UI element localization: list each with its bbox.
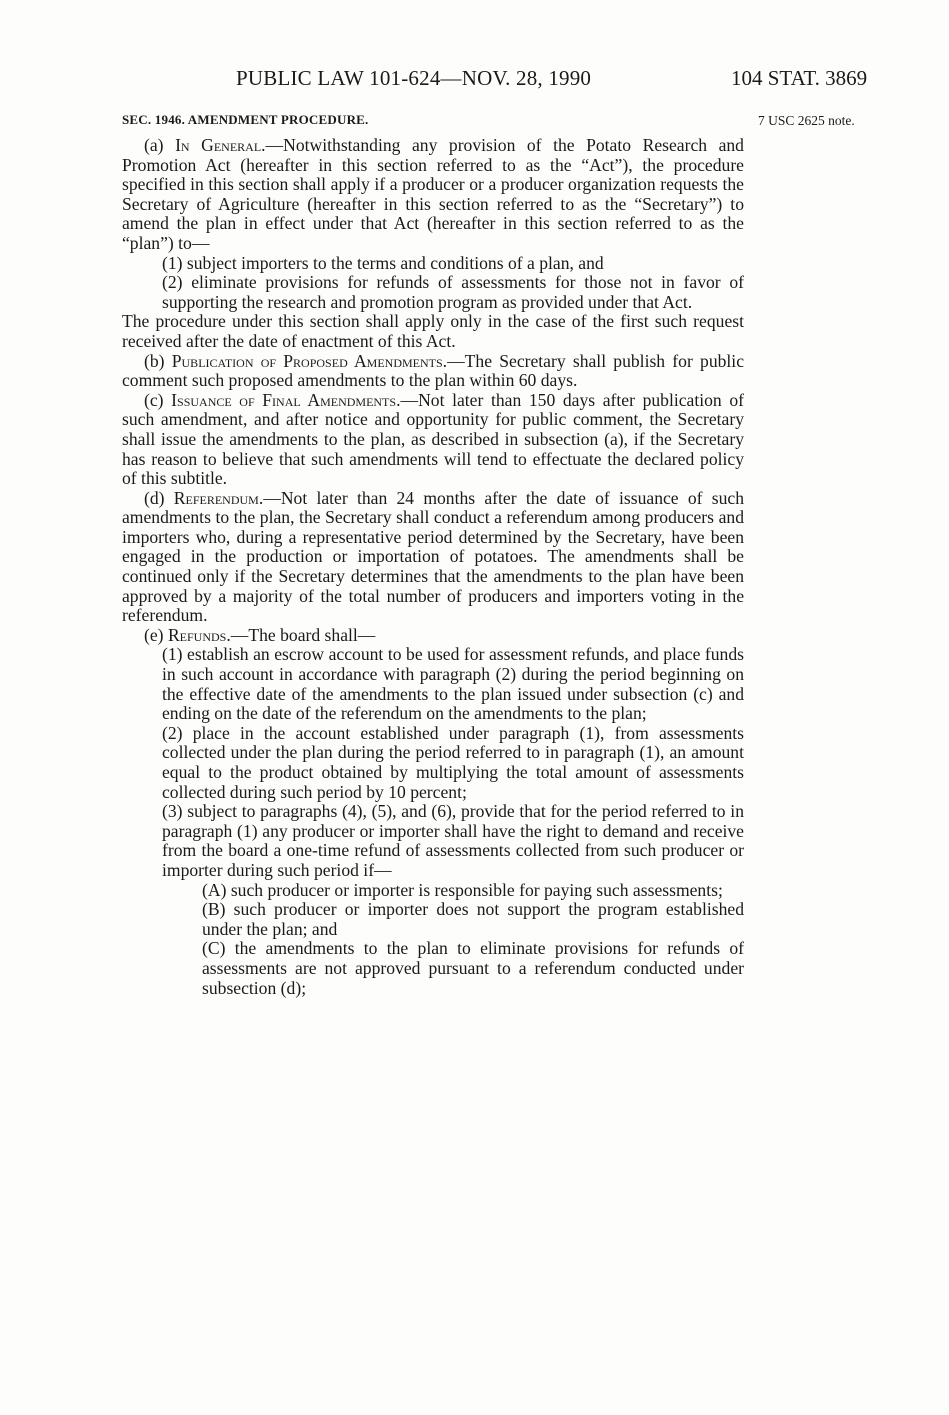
subsection-c-heading: Issuance of Final Amendments [171, 389, 397, 410]
subsection-c [122, 391, 744, 489]
paragraph-e1: (1) establish an escrow account to be used for assessment refunds, and place funds in such account in accordance with paragraph (2) during the period beginning on the effective date of the amendments to the plan issued under subsection (c) and ending on the date of the referendum on the amendments to the plan; [162, 644, 744, 724]
subsection-d-heading: Referendum [173, 487, 259, 508]
subsection-e-label: (e) [144, 624, 168, 645]
subsection-d-text: .—Not later than 24 months after the date of issuance of such amendments to the plan, the Secretary shall conduct a referendum among producers and importers who, during a representative period determined by the Secretary, have been engaged in the production or importation of potatoes. The amendments shall be continued only if the Secretary determines that the amendments to the plan have been approved by a majority of the total number of producers and importers voting in the referendum. [122, 487, 744, 626]
subsection-e [122, 626, 744, 646]
subparagraph-e3B: (B) such producer or importer does not support the program established under the plan; and [202, 899, 744, 939]
subsection-a [122, 136, 744, 254]
subsection-c-label: (c) [144, 389, 172, 410]
subsection-e-text: .—The board shall— [226, 624, 376, 645]
subsection-c-text: .—Not later than 150 days after publication of such amendment, and after notice and opportunity for public comment, the Secretary shall issue the amendments to the plan, as described in subsection (a), if the Secretary has reason to believe that such amendments will tend to effectuate the declared policy of this subtitle. [122, 389, 744, 489]
margin-note: 7 USC 2625 note. [758, 113, 855, 128]
subsection-a-text: .—Notwithstanding any provision of the Potato Research and Promotion Act (hereafter in this section referred to as the “Act”), the procedure specified in this section shall apply if a producer or a producer organization requests the Secretary of Agriculture (hereafter in this section referred to as the “Secretary”) to amend the plan in effect under that Act (hereafter in this section referred to as the “plan”) to— [122, 135, 744, 253]
subsection-e-heading: Refunds [167, 624, 227, 645]
subsection-b [122, 352, 744, 391]
subparagraph-e3A: (A) such producer or importer is responsible for paying such assessments; [202, 879, 723, 900]
subparagraph-e3C: (C) the amendments to the plan to eliminate provisions for refunds of assessments are not approved pursuant to a referendum conducted under subsection (d); [202, 938, 744, 998]
section-heading: SEC. 1946. AMENDMENT PROCEDURE. [122, 112, 369, 127]
paragraph-a2: (2) eliminate provisions for refunds of assessments for those not in favor of supporting the research and promotion program as provided under that Act. [162, 272, 744, 312]
subsection-b-label: (b) [144, 350, 172, 371]
subsection-a-tail: The procedure under this section shall apply only in the case of the first such request received after the date of enactment of this Act. [122, 311, 744, 351]
subsection-a-heading: In General [175, 135, 262, 155]
section-body [122, 136, 744, 998]
subsection-d [122, 489, 744, 626]
running-head: PUBLIC LAW 101-624—NOV. 28, 1990 [236, 66, 592, 90]
paragraph-e2: (2) place in the account established under paragraph (1), from assessments collected under the plan during the period referred to in paragraph (1), an amount equal to the product obtained by multiplying the total amount of assessments collected during such period by 10 percent; [162, 722, 744, 802]
subsection-b-text: .—The Secretary shall publish for public comment such proposed amendments to the plan within 60 days. [122, 350, 744, 391]
paragraph-a1: (1) subject importers to the terms and conditions of a plan, and [162, 252, 604, 273]
subsection-d-label: (d) [144, 487, 174, 508]
subsection-b-heading: Publication of Proposed Amendments [171, 350, 443, 371]
stat-page-reference: 104 STAT. 3869 [731, 66, 868, 90]
paragraph-e3: (3) subject to paragraphs (4), (5), and (6), provide that for the period referred to in paragraph (1) any producer or importer shall have the right to demand and receive from the board a one-time refund of assessments collected from such producer or importer during such period if— [162, 801, 744, 880]
subsection-a-label: (a) [144, 135, 176, 155]
